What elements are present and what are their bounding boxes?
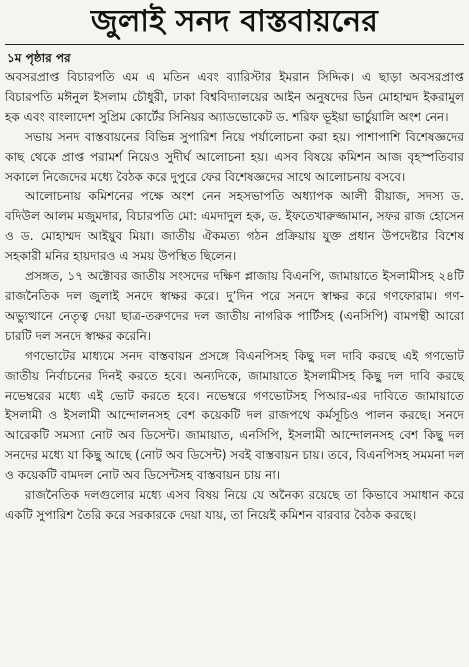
headline: জুলাই সনদ বাস্তবায়নের: [90, 4, 379, 39]
article-paragraph: আলোচনায় কমিশনের পক্ষে অংশ নেন সহসভাপতি অধ্যাপক আলী রীয়াজ, সদস্য ড. বদিউল আলম মজুমদার, বিচারপতি মো: এমদাদুল হক, ড. ইফতেখারুজ্জামান, সফর রাজ হোসেন ও ড. মোহাম্মদ আইয়ুব মিয়া। জাতীয় ঐকমত্য গঠন প্রক্রিয়ায় যুক্ত প্রধান উপদেষ্টার বিশেষ সহকারী মনির হায়দারও এ সময় উপস্থিত ছিলেন।: [5, 189, 464, 264]
article-paragraph: গণভোটের মাধ্যমে সনদ বাস্তবায়ন প্রসঙ্গে বিএনপিসহ কিছু দল দাবি করছে এই গণভোট জাতীয় নির্বাচনের দিনই করতে হবে। অন্যদিকে, জামায়াতে ইসলামীসহ কিছু দল দাবি করছে নভেম্বরের মধ্যে এই ভোট করতে হবে। নভেম্বরে গণভোটসহ পিআর-এর দাবিতে জামায়াতে ইসলামী ও ইসলামী আন্দোলনসহ বেশ কয়েকটি দল রাজপথে কর্মসূচিও পালন করছে। সনদে আরেকটি সমস্যা নোট অব ডিসেন্ট। জামায়াত, এনসিপি, ইসলামী আন্দোলনসহ বেশ কিছু দল সনদের মধ্যে যা কিছু আছে (নোট অব ডিসেন্ট) সবই বাস্তবায়ন চায়। তবে, বিএনপিসহ সমমনা দল ও কয়েকটি বামদল নোট অব ডিসেন্টসহ বাস্তবায়ন চায় না।: [5, 348, 465, 483]
article-paragraph: রাজনৈতিক দলগুলোর মধ্যে এসব বিষয় নিয়ে যে অনৈক্য রয়েছে তা কিভাবে সমাধান করে একটি সুপারিশ তৈরি করে সরকারকে দেয়া যায়, তা নিয়েই কমিশন বারবার বৈঠক করছে।: [5, 488, 464, 522]
continued-from-label: ১ম পৃষ্ঠার পর: [7, 51, 71, 65]
article-paragraph: প্রসঙ্গত, ১৭ অক্টোবর জাতীয় সংসদের দক্ষিণ প্লাজায় বিএনপি, জামায়াতে ইসলামীসহ ২৪টি রাজনৈতিক দল জুলাই সনদে স্বাক্ষর করে। দু’দিন পরে সনদে স্বাক্ষর করে গণফোরাম। গণ-অভ্যুত্থানে নেতৃত্ব দেয়া ছাত্র-তরুণদের দল জাতীয় নাগরিক পার্টিসহ (এনসিপি) বামপন্থী আরো চারটি দল সনদে স্বাক্ষর করেনি।: [5, 269, 464, 343]
article-paragraph: সভায় সনদ বাস্তবায়নের বিভিন্ন সুপারিশ নিয়ে পর্যালোচনা করা হয়। পাশাপাশি বিশেষজ্ঞদের কাছ থেকে প্রাপ্ত পরামর্শ নিয়েও সুদীর্ঘ আলোচনা হয়। এসব বিষয়ে কমিশন আজ বৃহস্পতিবার সকালে নিজেদের মধ্যে বৈঠক করে দুপুরে ফের বিশেষজ্ঞদের সাথে আলোচনায় বসবে।: [5, 129, 464, 184]
article-paragraph: অবসরপ্রাপ্ত বিচারপতি এম এ মতিন এবং ব্যারিস্টার ইমরান সিদ্দিক। এ ছাড়া অবসরপ্রাপ্ত বিচারপতি মঈনুল ইসলাম চৌধুরী, ঢাকা বিশ্ববিদ্যালয়ের আইন অনুষদের ডিন মোহাম্মদ ইকরামুল হক এবং বাংলাদেশ সুপ্রিম কোর্টের সিনিয়র অ্যাডভোকেট ড. শরিফ ভূইয়া ভার্চুয়ালি অংশ নেন।: [5, 70, 464, 124]
headline-bar: [5, 0, 464, 45]
article-body: [5, 68, 464, 526]
